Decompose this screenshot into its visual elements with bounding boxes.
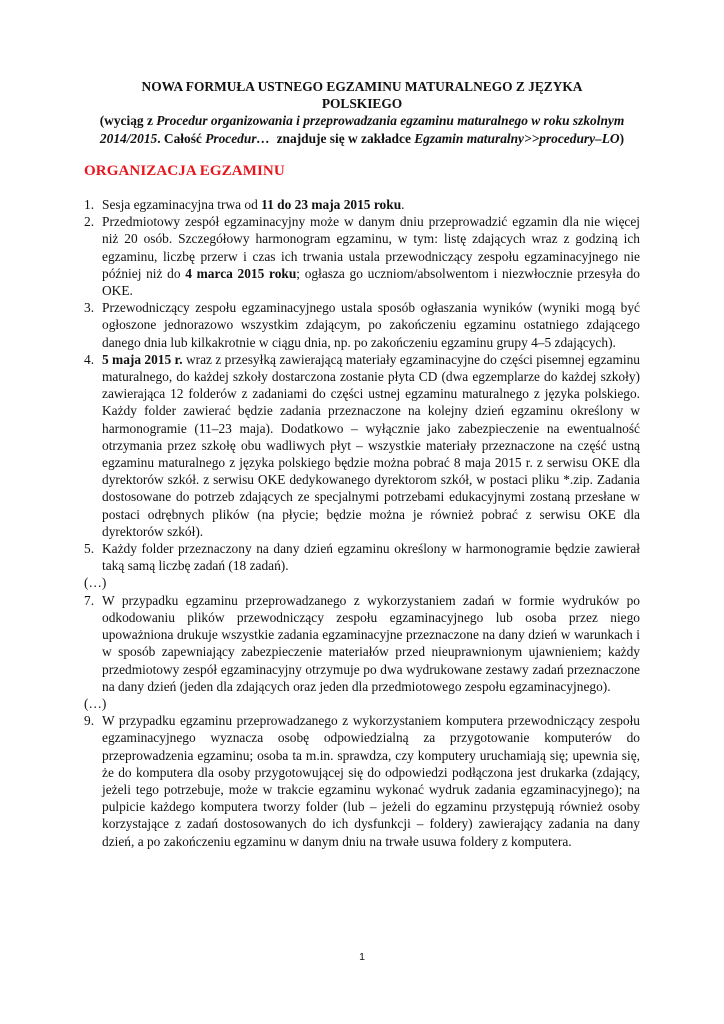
document-subtitle bbox=[84, 112, 640, 146]
subtitle-close: ) bbox=[619, 130, 625, 146]
subtitle-where: znajduje się w zakładce bbox=[269, 130, 415, 146]
item-number: 9. bbox=[84, 713, 95, 729]
item-text: W przypadku egzaminu przeprowadzanego z wykorzystaniem komputera przewodniczący zespołu egzaminacyjnego wyznacza osobę odpowiedzialną za przygotowanie komputerów do przeprowadzenia egzaminu; osoba ta m.in. sprawdza, czy komputery uruchamiają się; upewnia się, że do komputera dla osoby przygotowującej się do odpowiedzi podłączona jest drukarka (zdający, jeżeli tego potrzebuje, może w trakcie egzaminu wykonać wydruk zadania egzaminacyjnego); na pulpicie każdego komputera tworzy folder (lub – jeżeli do egzaminu przystępują również osoby korzystające z zadań dostosowanych do ich dysfunkcji – foldery) zawierający zadania na dany dzień, a po zakończeniu egzaminu w danym dniu na trwałe usuwa foldery z komputera. bbox=[102, 713, 640, 849]
item-text: Przedmiotowy zespół egzaminacyjny może w danym dniu przeprowadzić egzamin dla nie więcej niż 20 osób. Szczegółowy harmonogram egzaminu, w tym: listę zdających wraz z godziną ich egzaminu, liczbę przerw i czas ich trwania ustala przewodniczący zespołu egzaminacyjnego nie później niż do bbox=[102, 214, 640, 281]
subtitle-proc: Procedur… bbox=[205, 130, 270, 146]
list-ellipsis bbox=[84, 574, 640, 591]
item-bold-text: 5 maja 2015 r. bbox=[102, 351, 183, 367]
title-line-1: NOWA FORMUŁA USTNEGO EGZAMINU MATURALNEGO Z JĘZYKA bbox=[141, 79, 583, 94]
list-item bbox=[84, 351, 640, 540]
list-item bbox=[84, 540, 640, 574]
document-title bbox=[84, 78, 640, 112]
page-number: 1 bbox=[359, 951, 365, 963]
list-item bbox=[84, 712, 640, 850]
list-item bbox=[84, 592, 640, 695]
list-item bbox=[84, 213, 640, 299]
rules-list bbox=[84, 196, 640, 850]
item-bold-text: 11 do 23 maja 2015 roku bbox=[261, 197, 402, 213]
item-text: Przewodniczący zespołu egzaminacyjnego ustala sposób ogłaszania wyników (wyniki mogą być ogłoszone jednorazowo wszystkim zdającym, po zakończeniu egzaminu ostatniego zdającego danego dnia lub kilkakrotnie w ciągu dnia, np. po zakończeniu egzaminu grupy 4–5 zdających). bbox=[102, 300, 640, 350]
item-text: Sesja egzaminacyjna trwa od bbox=[102, 197, 262, 213]
item-number: 5. bbox=[84, 541, 95, 557]
item-text-post: . bbox=[401, 197, 405, 213]
item-number: 4. bbox=[84, 351, 95, 367]
ellipsis-text: (…) bbox=[84, 575, 107, 591]
list-ellipsis bbox=[84, 695, 640, 712]
subtitle-mid: . Całość bbox=[157, 130, 206, 146]
item-text: W przypadku egzaminu przeprowadzanego z wykorzystaniem zadań w formie wydruków po odkodowaniu plików przewodniczący zespołu egzaminacyjnego lub osoba przez niego upoważniona drukuje wszystkie zadania egzaminacyjne przeznaczone na dany dzień w warunkach i w sposób zapewniający zabezpieczenie materiałów przed nieuprawnionym ujawnieniem; każdy przedmiotowy zespół egzaminacyjny otrzymuje po dwa wydrukowane zestawy zadań przeznaczone na dany dzień (jeden dla zdających oraz jeden dla przedmiotowego zespołu egzaminacyjnego). bbox=[102, 592, 640, 694]
subtitle-open: (wyciąg z bbox=[99, 113, 157, 129]
item-text: Każdy folder przeznaczony na dany dzień egzaminu określony w harmonogramie będzie zawierał taką samą liczbę zadań (18 zadań). bbox=[102, 541, 640, 574]
item-text-post: ; ogłasza go uczniom/absolwentom i niezwłocznie przesyła do OKE. bbox=[102, 265, 640, 299]
subtitle-doc-name: Procedur organizowania i przeprowadzania egzaminu maturalnego w roku szkolnym 2014/2015 bbox=[99, 113, 625, 146]
item-number: 1. bbox=[84, 197, 95, 213]
item-text-post: wraz z przesyłką zawierającą materiały egzaminacyjne do części pisemnej egzaminu maturalnego, do każdej szkoły dostarczona zostanie płyta CD (dwa egzemplarze do każdej szkoły) zawierająca 12 folderów z zadaniami do części ustnej egzaminu maturalnego z języka polskiego. Każdy folder zawierać będzie zadania przeznaczone na kolejny dzień egzaminu określony w harmonogramie (11–23 maja). Dodatkowo – wyłącznie jako zabezpieczenie na ewentualność otrzymania przez szkołę obu wadliwych płyt – wszystkie materiały przeznaczone na część ustną egzaminu maturalnego z języka polskiego będzie można pobrać 8 maja 2015 r. z serwisu OKE dla dyrektorów szkół. z serwisu OKE dedykowanego dyrektorom szkół, w postaci pliku *.zip. Zadania dostosowane do potrzeb zdających ze specjalnymi potrzebami edukacyjnymi zostaną przesłane w postaci odrębnych plików (na płycie; będzie można je również pobrać z serwisu OKE dla dyrektorów szkół). bbox=[102, 351, 640, 539]
list-item bbox=[84, 196, 640, 213]
item-number: 2. bbox=[84, 214, 95, 230]
item-number: 7. bbox=[84, 592, 95, 608]
section-heading: ORGANIZACJA EGZAMINU bbox=[84, 162, 285, 179]
document-page bbox=[84, 78, 640, 850]
title-line-2: POLSKIEGO bbox=[321, 96, 403, 112]
ellipsis-text: (…) bbox=[84, 695, 107, 711]
item-bold-text: 4 marca 2015 roku bbox=[185, 265, 297, 281]
subtitle-tab: Egzamin maturalny>>procedury–LO bbox=[414, 130, 620, 146]
list-item bbox=[84, 299, 640, 351]
item-number: 3. bbox=[84, 300, 95, 316]
